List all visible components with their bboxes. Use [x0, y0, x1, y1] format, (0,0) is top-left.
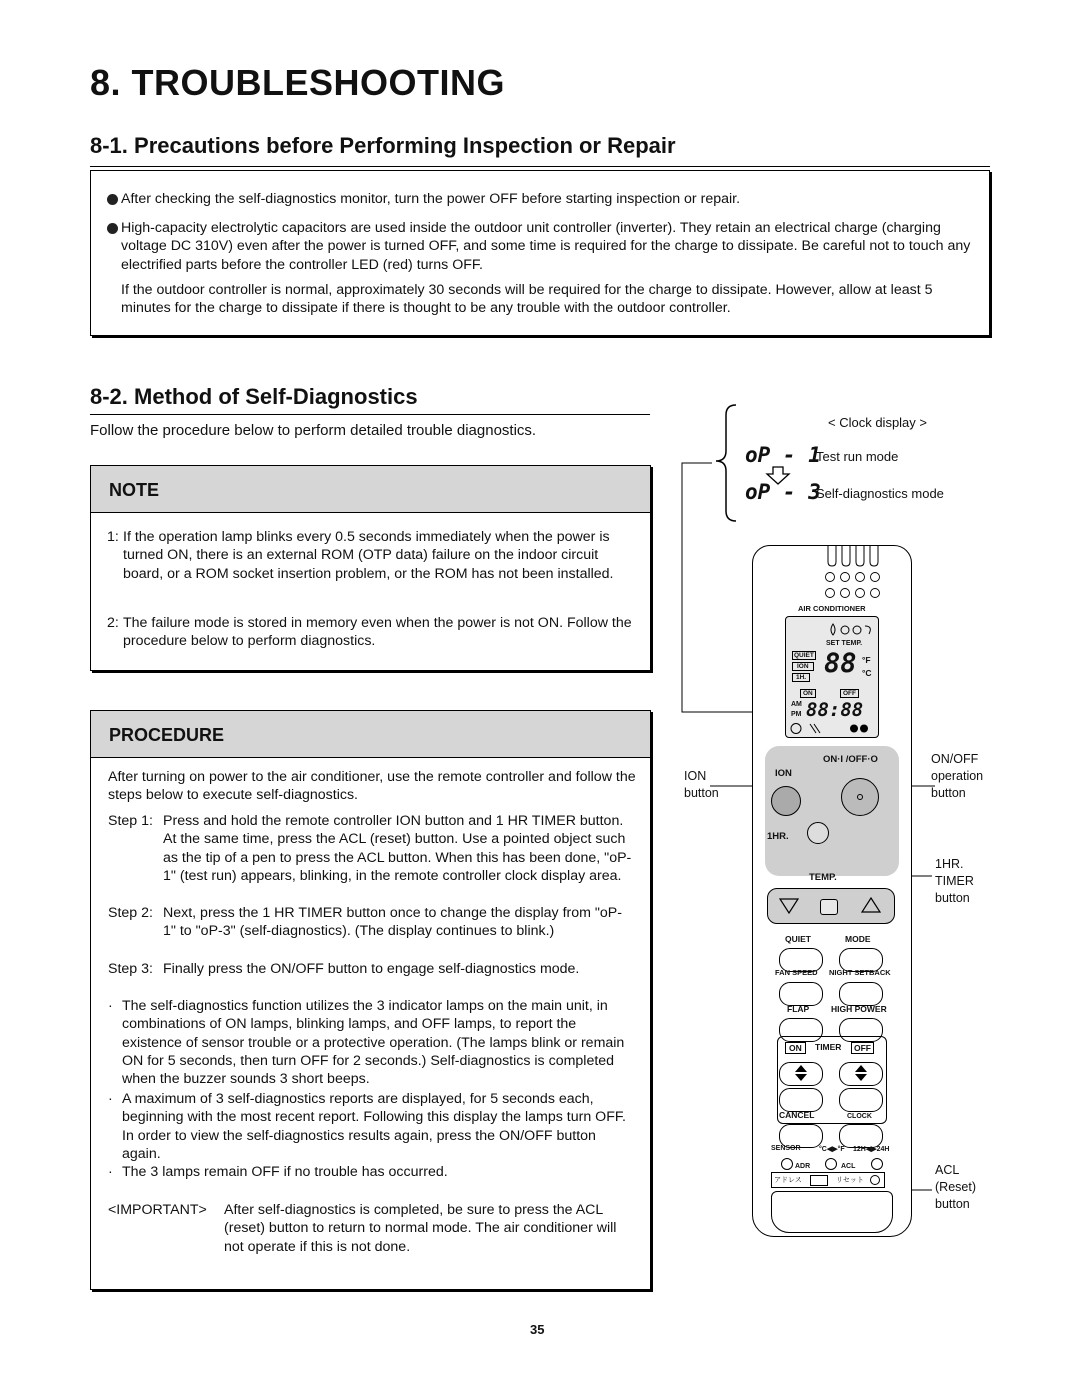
- procedure-bullet-3: The 3 lamps remain OFF if no trouble has occurred.: [122, 1164, 448, 1180]
- night-setback-button[interactable]: [839, 982, 883, 1006]
- callout-line: button: [935, 891, 970, 905]
- sensor-button[interactable]: [781, 1158, 793, 1170]
- hours-label: 12H◀▶24H: [853, 1146, 890, 1153]
- step-text: Next, press the 1 HR TIMER button once to change the display from "oP-1" to "oP-3" (self-diagnostics). (The display continues to blink.): [163, 905, 622, 940]
- callout-line: ACL: [935, 1163, 960, 1177]
- section2-intro: Follow the procedure below to perform detailed trouble diagnostics.: [90, 422, 537, 439]
- ion-callout: [684, 768, 719, 802]
- remote-indicator-dots: [823, 571, 889, 601]
- remote-brand: AIR CONDITIONER: [798, 604, 866, 613]
- lcd-1h: 1H.: [792, 673, 810, 682]
- fan-mode-icons: [790, 722, 874, 735]
- sensor-label: SENSOR: [771, 1145, 801, 1152]
- test-run-label: Test run mode: [816, 449, 899, 464]
- step-label: Step 1:: [108, 813, 153, 829]
- timer-label: TIMER: [815, 1042, 842, 1052]
- fan-speed-label: FAN SPEED: [775, 968, 818, 977]
- bullet-mark: ·: [108, 1164, 113, 1180]
- hours-button[interactable]: [871, 1158, 883, 1170]
- callout-line: ON/OFF: [931, 752, 979, 766]
- callout-line: 1HR.: [935, 857, 964, 871]
- section1-heading: 8-1. Precautions before Performing Inspection or Repair: [90, 133, 676, 158]
- timer-off-adjust-button[interactable]: [839, 1088, 883, 1112]
- remote-lcd: [785, 616, 879, 738]
- acl-callout: [935, 1162, 976, 1213]
- remote-controller: [752, 545, 912, 1237]
- note-num-1: 1:: [107, 529, 119, 545]
- clock-display-label: < Clock display >: [828, 415, 927, 430]
- self-diag-label: Self-diagnostics mode: [816, 486, 944, 501]
- adr-label: ADR: [795, 1163, 811, 1170]
- battery-cover: [771, 1191, 893, 1233]
- timer-on-adjust-button[interactable]: [779, 1088, 823, 1112]
- flap-label: FLAP: [787, 1004, 810, 1014]
- remote-ion-label: ION: [775, 768, 792, 779]
- timer-on-button[interactable]: [779, 1062, 823, 1086]
- code-op1: oP - 1: [745, 443, 821, 467]
- step-label: Step 3:: [108, 961, 153, 977]
- note-item-1: If the operation lamp blinks every 0.5 seconds immediately when the power is turned ON, there is an external ROM (OTP data) failure on the indoor circuit board, or a ROM socket insertion problem, or the ROM has not been installed.: [123, 529, 614, 582]
- remote-temp-label: TEMP.: [809, 872, 837, 883]
- fan-speed-button[interactable]: [779, 982, 823, 1006]
- 1hr-timer-button[interactable]: [807, 822, 829, 844]
- lcd-set-temp: SET TEMP.: [826, 640, 863, 647]
- mode-label: MODE: [845, 934, 871, 944]
- note-title: NOTE: [109, 480, 160, 500]
- step-label: Step 2:: [108, 905, 153, 921]
- lcd-quiet: QUIET: [794, 652, 814, 659]
- note-item-2: The failure mode is stored in memory even when the power is not ON. Follow the procedure below to perform diagnostics.: [123, 615, 632, 650]
- callout-line: operation: [931, 769, 984, 783]
- lcd-am: AM: [791, 701, 802, 708]
- updown-arrow-icon: [794, 1065, 808, 1081]
- lcd-degc: °C: [862, 668, 872, 678]
- timer-off-button[interactable]: [839, 1062, 883, 1086]
- lcd-pm: PM: [791, 711, 802, 718]
- procedure-intro: After turning on power to the air conditioner, use the remote controller and follow the steps below to execute self-diagnostics.: [108, 769, 636, 804]
- temp-down-icon[interactable]: [778, 897, 800, 915]
- night-setback-label: NIGHT SETBACK: [829, 968, 891, 977]
- step-text: Finally press the ON/OFF button to engage self-diagnostics mode.: [163, 961, 580, 977]
- timer-off-label: OFF: [851, 1042, 874, 1054]
- lcd-clock-digits: 88:88: [806, 699, 864, 721]
- bullet-mark: ·: [108, 1091, 113, 1107]
- adr-jp-label: アドレス: [774, 1177, 802, 1184]
- cf-label: °C◀▶°F: [819, 1146, 845, 1153]
- important-label: <IMPORTANT>: [108, 1202, 207, 1218]
- updown-arrow-icon: [854, 1065, 868, 1081]
- remote-1hr-label: 1HR.: [767, 831, 789, 842]
- lcd-on: ON: [800, 689, 816, 698]
- quiet-label: QUIET: [785, 934, 811, 944]
- procedure-bullet-1: The self-diagnostics function utilizes the 3 indicator lamps on the main unit, in combinations of ON lamps, blinking lamps, and OFF lamps, to report the existence of sensor trouble or a protective operation. (The lamps blink or remain ON for 5 seconds, then turn OFF for 2 seconds.) Self-diagnostics is completed when the buzzer sounds 3 short beeps.: [122, 998, 625, 1088]
- cf-button[interactable]: [825, 1158, 837, 1170]
- high-power-label: HIGH POWER: [831, 1004, 887, 1014]
- callout-line: button: [684, 786, 719, 800]
- precaution-bullet-1: After checking the self-diagnostics monitor, turn the power OFF before starting inspection or repair.: [121, 191, 741, 207]
- procedure-title: PROCEDURE: [109, 725, 225, 745]
- note-num-2: 2:: [107, 615, 119, 631]
- onoff-callout: [931, 751, 983, 802]
- callout-line: ION: [684, 769, 707, 783]
- adr-button[interactable]: [810, 1175, 828, 1186]
- important-text: After self-diagnostics is completed, be sure to press the ACL (reset) button to return to normal mode. The air conditioner will not operate if this is not done.: [224, 1202, 617, 1255]
- procedure-bullet-2: A maximum of 3 self-diagnostics reports are displayed, for 5 seconds each, beginning with the most recent report. Following this display the lamps turn OFF. In order to view the self-diagnostics results again, press the ON/OFF button again.: [122, 1091, 626, 1162]
- step-text: Press and hold the remote controller ION button and 1 HR TIMER button. At the same time, press the ACL (reset) button. Use a pointed object such as the tip of a pen to press the ACL button. When this has been done, "oP-1" (test run) appears, blinking, in the remote controller clock display area.: [163, 813, 632, 884]
- lcd-off: OFF: [840, 689, 859, 698]
- remote-onoff-label: ON·I /OFF·O: [823, 754, 878, 765]
- callout-line: (Reset): [935, 1180, 976, 1194]
- temp-center-button[interactable]: [820, 899, 838, 915]
- page-title: 8. TROUBLESHOOTING: [90, 62, 506, 103]
- acl-label: ACL: [841, 1163, 856, 1170]
- acl-jp-label: リセット: [836, 1177, 864, 1184]
- mode-icons: [828, 623, 874, 637]
- temp-buttons: [767, 888, 895, 924]
- cancel-label: CANCEL: [779, 1110, 815, 1120]
- reset-strip: [771, 1172, 885, 1188]
- lcd-degf: °F: [862, 655, 871, 665]
- code-op3: oP - 3: [745, 480, 821, 504]
- callout-line: button: [935, 1197, 970, 1211]
- lcd-ion: ION: [792, 662, 814, 671]
- onoff-indicator: [857, 794, 863, 800]
- timer-on-label: ON: [785, 1042, 806, 1054]
- precaution-paragraph: If the outdoor controller is normal, approximately 30 seconds will be required for the charge to dissipate. However, allow at least 5 minutes for the charge to dissipate if there is thought to be any trouble with the outdoor controller.: [121, 282, 933, 317]
- onoff-button[interactable]: [841, 778, 879, 816]
- bullet-mark: ·: [108, 998, 113, 1014]
- clock-label: CLOCK: [847, 1113, 872, 1120]
- acl-button[interactable]: [870, 1175, 880, 1185]
- temp-up-icon[interactable]: [860, 896, 882, 914]
- precaution-bullet-2: High-capacity electrolytic capacitors are used inside the outdoor unit controller (inverter). They retain an electrical charge (charging voltage DC 310V) even after the power is turned OFF, and some time is required for the charge to dissipate. Be careful not to touch any electrified parts before the controller LED (red) turns OFF.: [121, 220, 971, 273]
- page-number: 35: [530, 1322, 545, 1337]
- callout-line: button: [931, 786, 966, 800]
- ion-button[interactable]: [771, 786, 801, 816]
- lcd-temp-digits: 88: [824, 648, 857, 679]
- timer-callout: [935, 856, 974, 907]
- callout-line: TIMER: [935, 874, 974, 888]
- section2-heading: 8-2. Method of Self-Diagnostics: [90, 384, 418, 409]
- remote-vents: [825, 546, 885, 568]
